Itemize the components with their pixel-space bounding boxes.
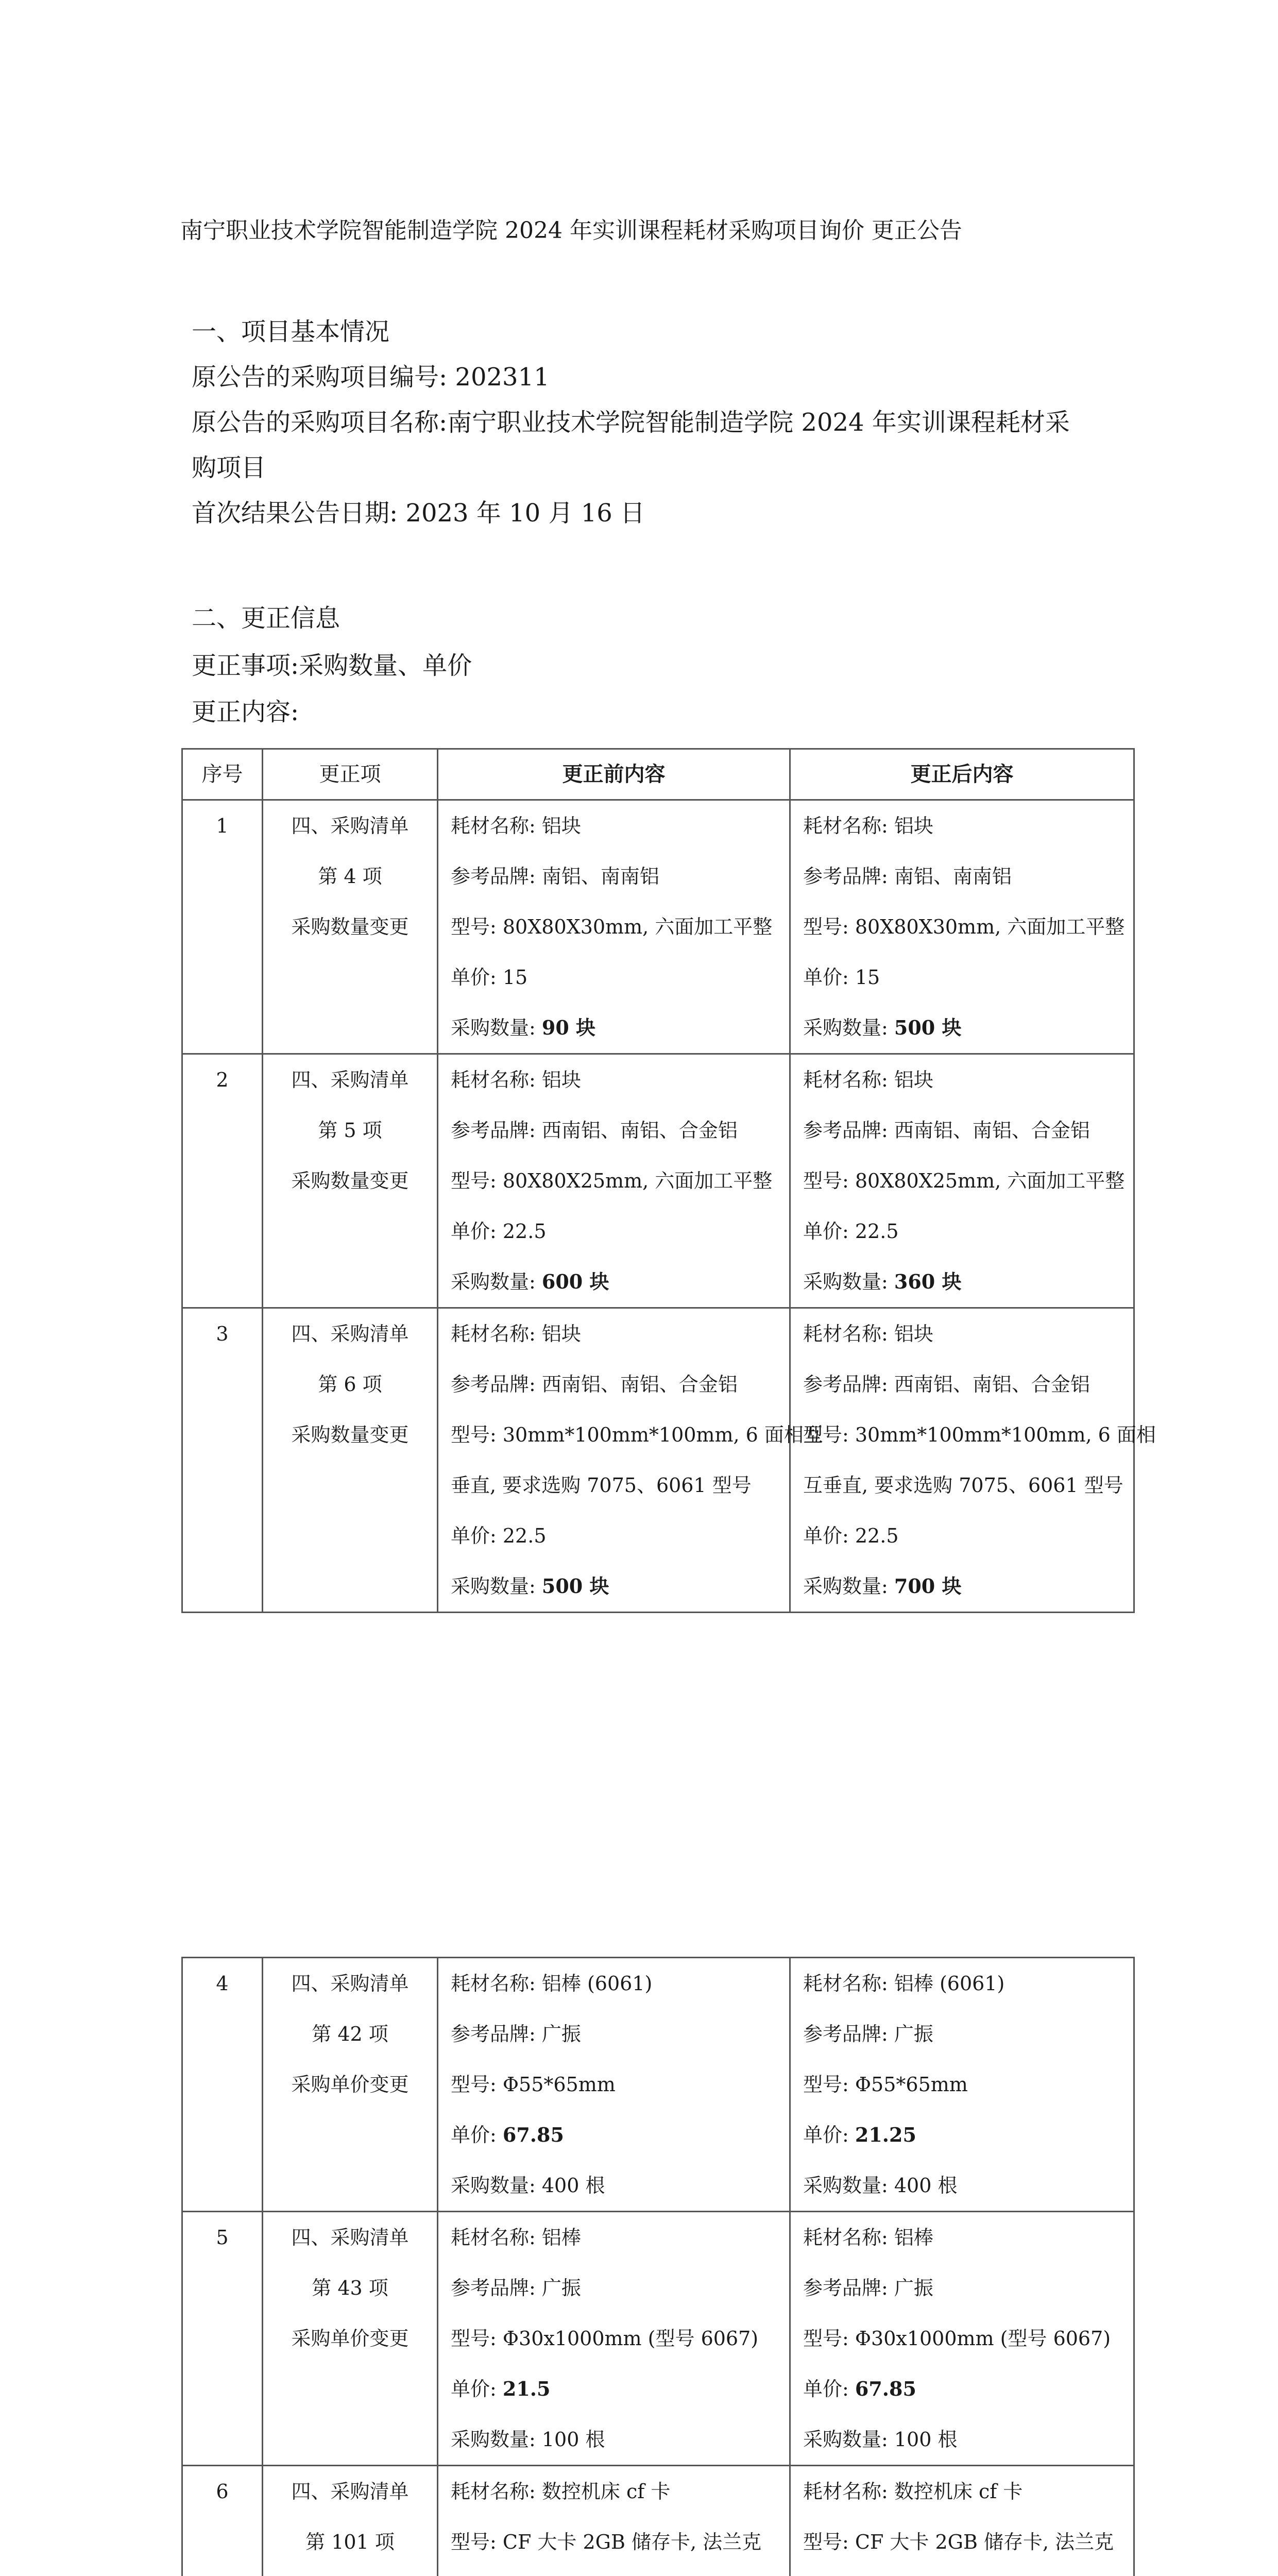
before-quantity: 90 块 — [541, 1016, 596, 1039]
row-after: 耗材名称: 铝块 参考品牌: 西南铝、南铝、合金铝 型号: 80X80X25mm, 六面加工平整 单价: 22.5 采购数量: 360 块 — [790, 1054, 1134, 1308]
row-after: 耗材名称: 铝块 参考品牌: 西南铝、南铝、合金铝 型号: 30mm*100mm*100mm, 6 面相 互垂直, 要求选购 7075、6061 型号 单价: 22.5 采购数量: 700 块 — [790, 1308, 1134, 1613]
project-name-line1: 原公告的采购项目名称:南宁职业技术学院智能制造学院 2024 年实训课程耗材采 — [192, 408, 1070, 437]
correction-content-label: 更正内容: — [192, 698, 299, 726]
row-item: 四、采购清单 第 4 项 采购数量变更 — [263, 800, 438, 1054]
header-after: 更正后内容 — [790, 749, 1134, 800]
after-price: 67.85 — [855, 2377, 916, 2400]
row-seq: 6 — [182, 2466, 263, 2576]
header-item: 更正项 — [263, 749, 438, 800]
after-quantity: 500 块 — [894, 1016, 962, 1039]
row-seq: 5 — [182, 2212, 263, 2466]
row-item: 四、采购清单 第 43 项 采购单价变更 — [263, 2212, 438, 2466]
before-quantity: 600 块 — [541, 1270, 609, 1293]
table-row — [182, 2466, 1134, 2576]
header-before: 更正前内容 — [438, 749, 790, 800]
row-before: 耗材名称: 铝棒 (6061) 参考品牌: 广振 型号: Φ55*65mm 单价: 67.85 采购数量: 400 根 — [438, 1958, 790, 2212]
table-row — [182, 2212, 1134, 2466]
table-row — [182, 1054, 1134, 1308]
row-before: 耗材名称: 铝棒 参考品牌: 广振 型号: Φ30x1000mm (型号 6067) 单价: 21.5 采购数量: 100 根 — [438, 2212, 790, 2466]
row-item: 四、采购清单 第 6 项 采购数量变更 — [263, 1308, 438, 1613]
row-item: 四、采购清单 第 42 项 采购单价变更 — [263, 1958, 438, 2212]
before-price: 67.85 — [502, 2123, 564, 2146]
row-seq: 1 — [182, 800, 263, 1054]
section1-heading: 一、项目基本情况 — [192, 317, 390, 346]
document-title: 南宁职业技术学院智能制造学院 2024 年实训课程耗材采购项目询价 更正公告 — [180, 217, 962, 244]
after-price: 21.25 — [855, 2123, 916, 2146]
row-before: 耗材名称: 数控机床 cf 卡 型号: CF 大卡 2GB 储存卡, 法兰克 — [438, 2466, 790, 2576]
first-announcement-date: 首次结果公告日期: 2023 年 10 月 16 日 — [192, 499, 645, 528]
row-seq: 3 — [182, 1308, 263, 1613]
row-before: 耗材名称: 铝块 参考品牌: 西南铝、南铝、合金铝 型号: 30mm*100mm*100mm, 6 面相互 垂直, 要求选购 7075、6061 型号 单价: 22.5 采购数量: 500 块 — [438, 1308, 790, 1613]
row-after: 耗材名称: 铝棒 参考品牌: 广振 型号: Φ30x1000mm (型号 6067) 单价: 67.85 采购数量: 100 根 — [790, 2212, 1134, 2466]
project-name-line2: 购项目 — [192, 453, 266, 482]
row-item: 四、采购清单 第 101 项 — [263, 2466, 438, 2576]
row-before: 耗材名称: 铝块 参考品牌: 西南铝、南铝、合金铝 型号: 80X80X25mm, 六面加工平整 单价: 22.5 采购数量: 600 块 — [438, 1054, 790, 1308]
header-seq: 序号 — [182, 749, 263, 800]
before-quantity: 500 块 — [541, 1574, 609, 1598]
table-row — [182, 800, 1134, 1054]
row-seq: 4 — [182, 1958, 263, 2212]
row-after: 耗材名称: 铝块 参考品牌: 南铝、南南铝 型号: 80X80X30mm, 六面加工平整 单价: 15 采购数量: 500 块 — [790, 800, 1134, 1054]
table-header-row — [182, 749, 1134, 800]
row-item: 四、采购清单 第 5 项 采购数量变更 — [263, 1054, 438, 1308]
section2-heading: 二、更正信息 — [192, 604, 340, 633]
correction-matter: 更正事项:采购数量、单价 — [192, 651, 472, 680]
after-quantity: 700 块 — [894, 1574, 962, 1598]
row-before: 耗材名称: 铝块 参考品牌: 南铝、南南铝 型号: 80X80X30mm, 六面加工平整 单价: 15 采购数量: 90 块 — [438, 800, 790, 1054]
row-after: 耗材名称: 铝棒 (6061) 参考品牌: 广振 型号: Φ55*65mm 单价: 21.25 采购数量: 400 根 — [790, 1958, 1134, 2212]
table-row — [182, 1958, 1134, 2212]
correction-table-2 — [181, 1957, 1135, 2576]
row-seq: 2 — [182, 1054, 263, 1308]
after-quantity: 360 块 — [894, 1270, 962, 1293]
correction-table-1 — [181, 748, 1156, 1613]
project-number: 原公告的采购项目编号: 202311 — [192, 363, 550, 392]
table-row — [182, 1308, 1134, 1613]
before-price: 21.5 — [502, 2377, 551, 2400]
row-after: 耗材名称: 数控机床 cf 卡 型号: CF 大卡 2GB 储存卡, 法兰克 — [790, 2466, 1134, 2576]
